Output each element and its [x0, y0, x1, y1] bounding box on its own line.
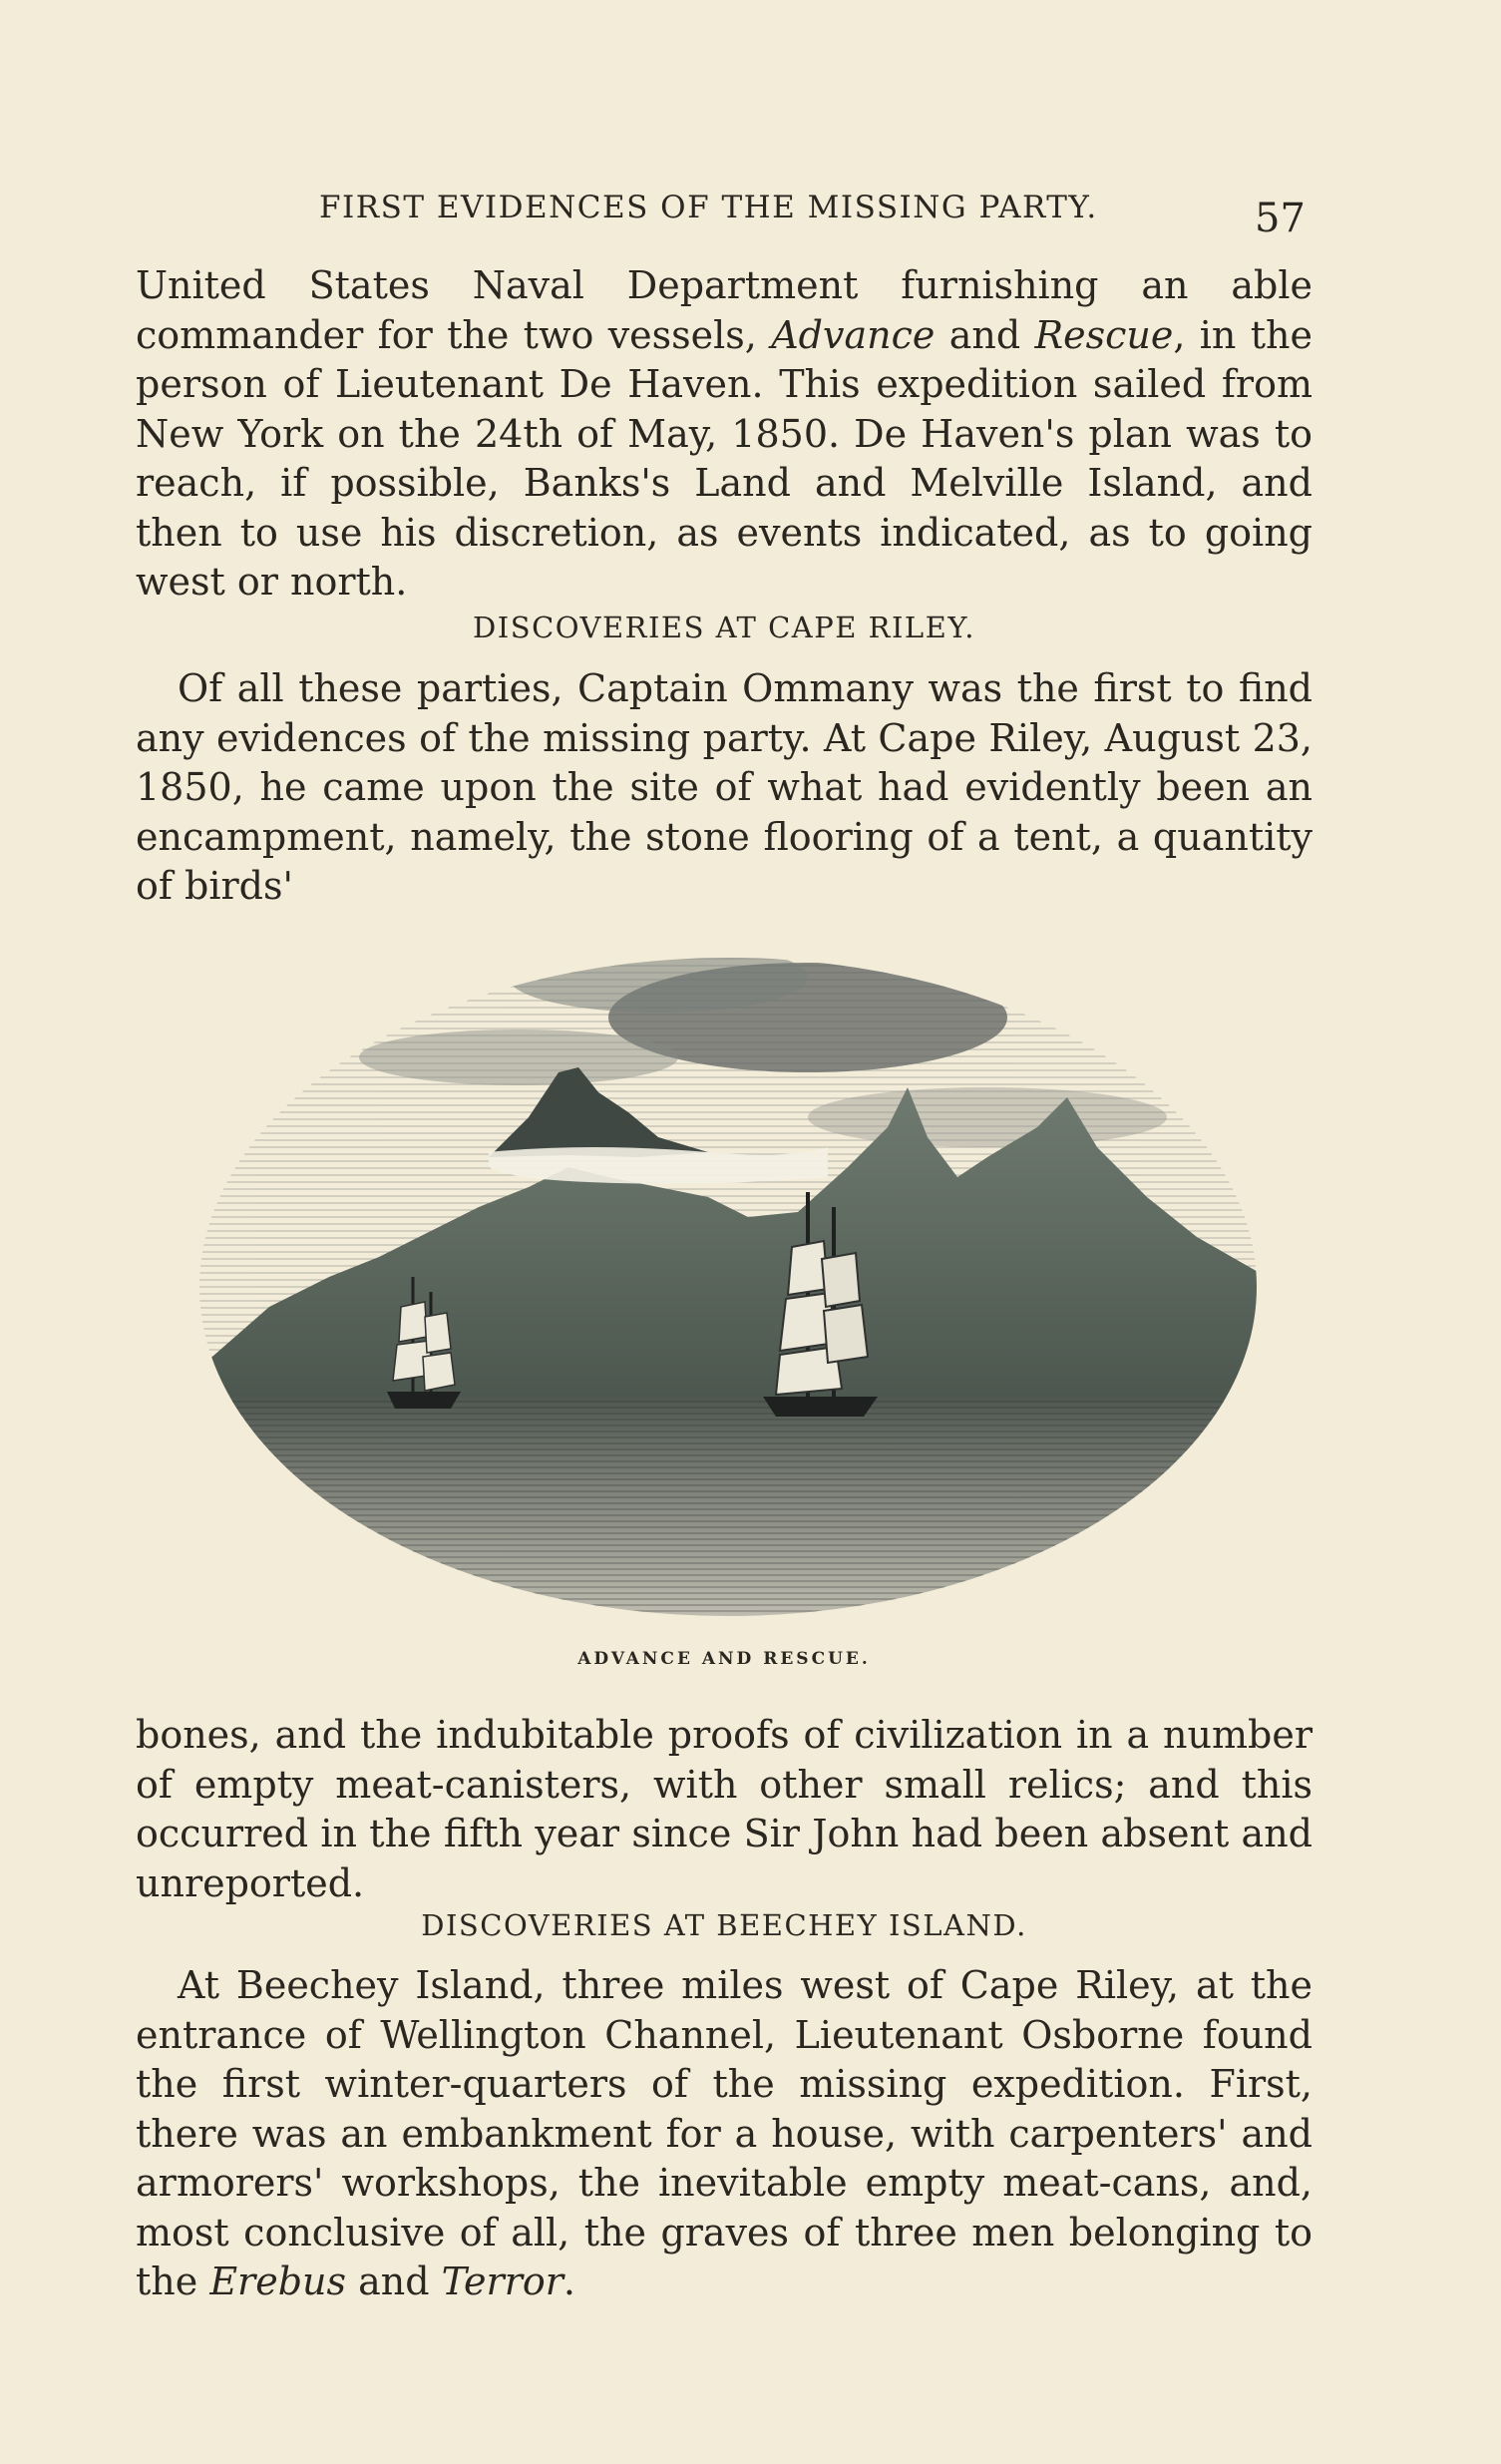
ship-name-rescue: Rescue — [1034, 312, 1174, 357]
running-title: FIRST EVIDENCES OF THE MISSING PARTY. — [319, 190, 1098, 225]
paragraph-4-text-c: . — [563, 2259, 575, 2303]
running-head — [130, 190, 1326, 249]
sea — [189, 1397, 1267, 1636]
paragraph-1 — [136, 261, 1313, 608]
paragraph-1-text-b: and — [935, 312, 1035, 357]
paragraph-3: bones, and the indubitable proofs of civilization in a number of empty meat-canisters, with other small relics; and this occurred in the fifth year since Sir John had been absent and unreported. — [136, 1713, 1313, 1905]
engraving-illustration — [189, 898, 1267, 1636]
paragraph-4-text-a: At Beechey Island, three miles west of Cape Riley, at the entrance of Wellington Channel, Lieutenant Osborne found the first winter-quarters of the missing expedition. First, there was an embankment for a house, with carpenters' and armorers' workshops, the inevitable empty meat-cans, and, most conclusive of all, the graves of three men belonging to the — [136, 1963, 1313, 2303]
paragraph-1-text-c: , in the person of Lieutenant De Haven. This expedition sailed from New York on the 24th of May, 1850. De Haven's plan was to reach, if possible, Banks's Land and Melville Island, and then to use his discretion, as events indicated, as to going west or north. — [136, 312, 1313, 604]
paragraph-1-text-a: United States Naval Department furnishing an able commander for the two vessels, — [136, 263, 1313, 357]
ship-name-terror: Terror — [441, 2259, 563, 2303]
ship-name-erebus: Erebus — [209, 2259, 347, 2303]
ship-name-advance: Advance — [771, 312, 936, 357]
paragraph-4 — [136, 1961, 1313, 2307]
figure-caption: ADVANCE AND RESCUE. — [577, 1649, 871, 1669]
section-heading-cape-riley: DISCOVERIES AT CAPE RILEY. — [473, 611, 975, 644]
clouds — [359, 943, 1167, 1147]
page-number: 57 — [1255, 196, 1306, 241]
paragraph-4-text-b: and — [346, 2259, 442, 2303]
section-heading-beechey-island: DISCOVERIES AT BEECHEY ISLAND. — [421, 1908, 1027, 1942]
paragraph-2: Of all these parties, Captain Ommany was the first to find any evidences of the missing party. At Cape Riley, August 23, 1850, he came upon the site of what had evidently been an encampment, namely, the stone flooring of a tent, a quantity of birds' — [136, 666, 1313, 908]
